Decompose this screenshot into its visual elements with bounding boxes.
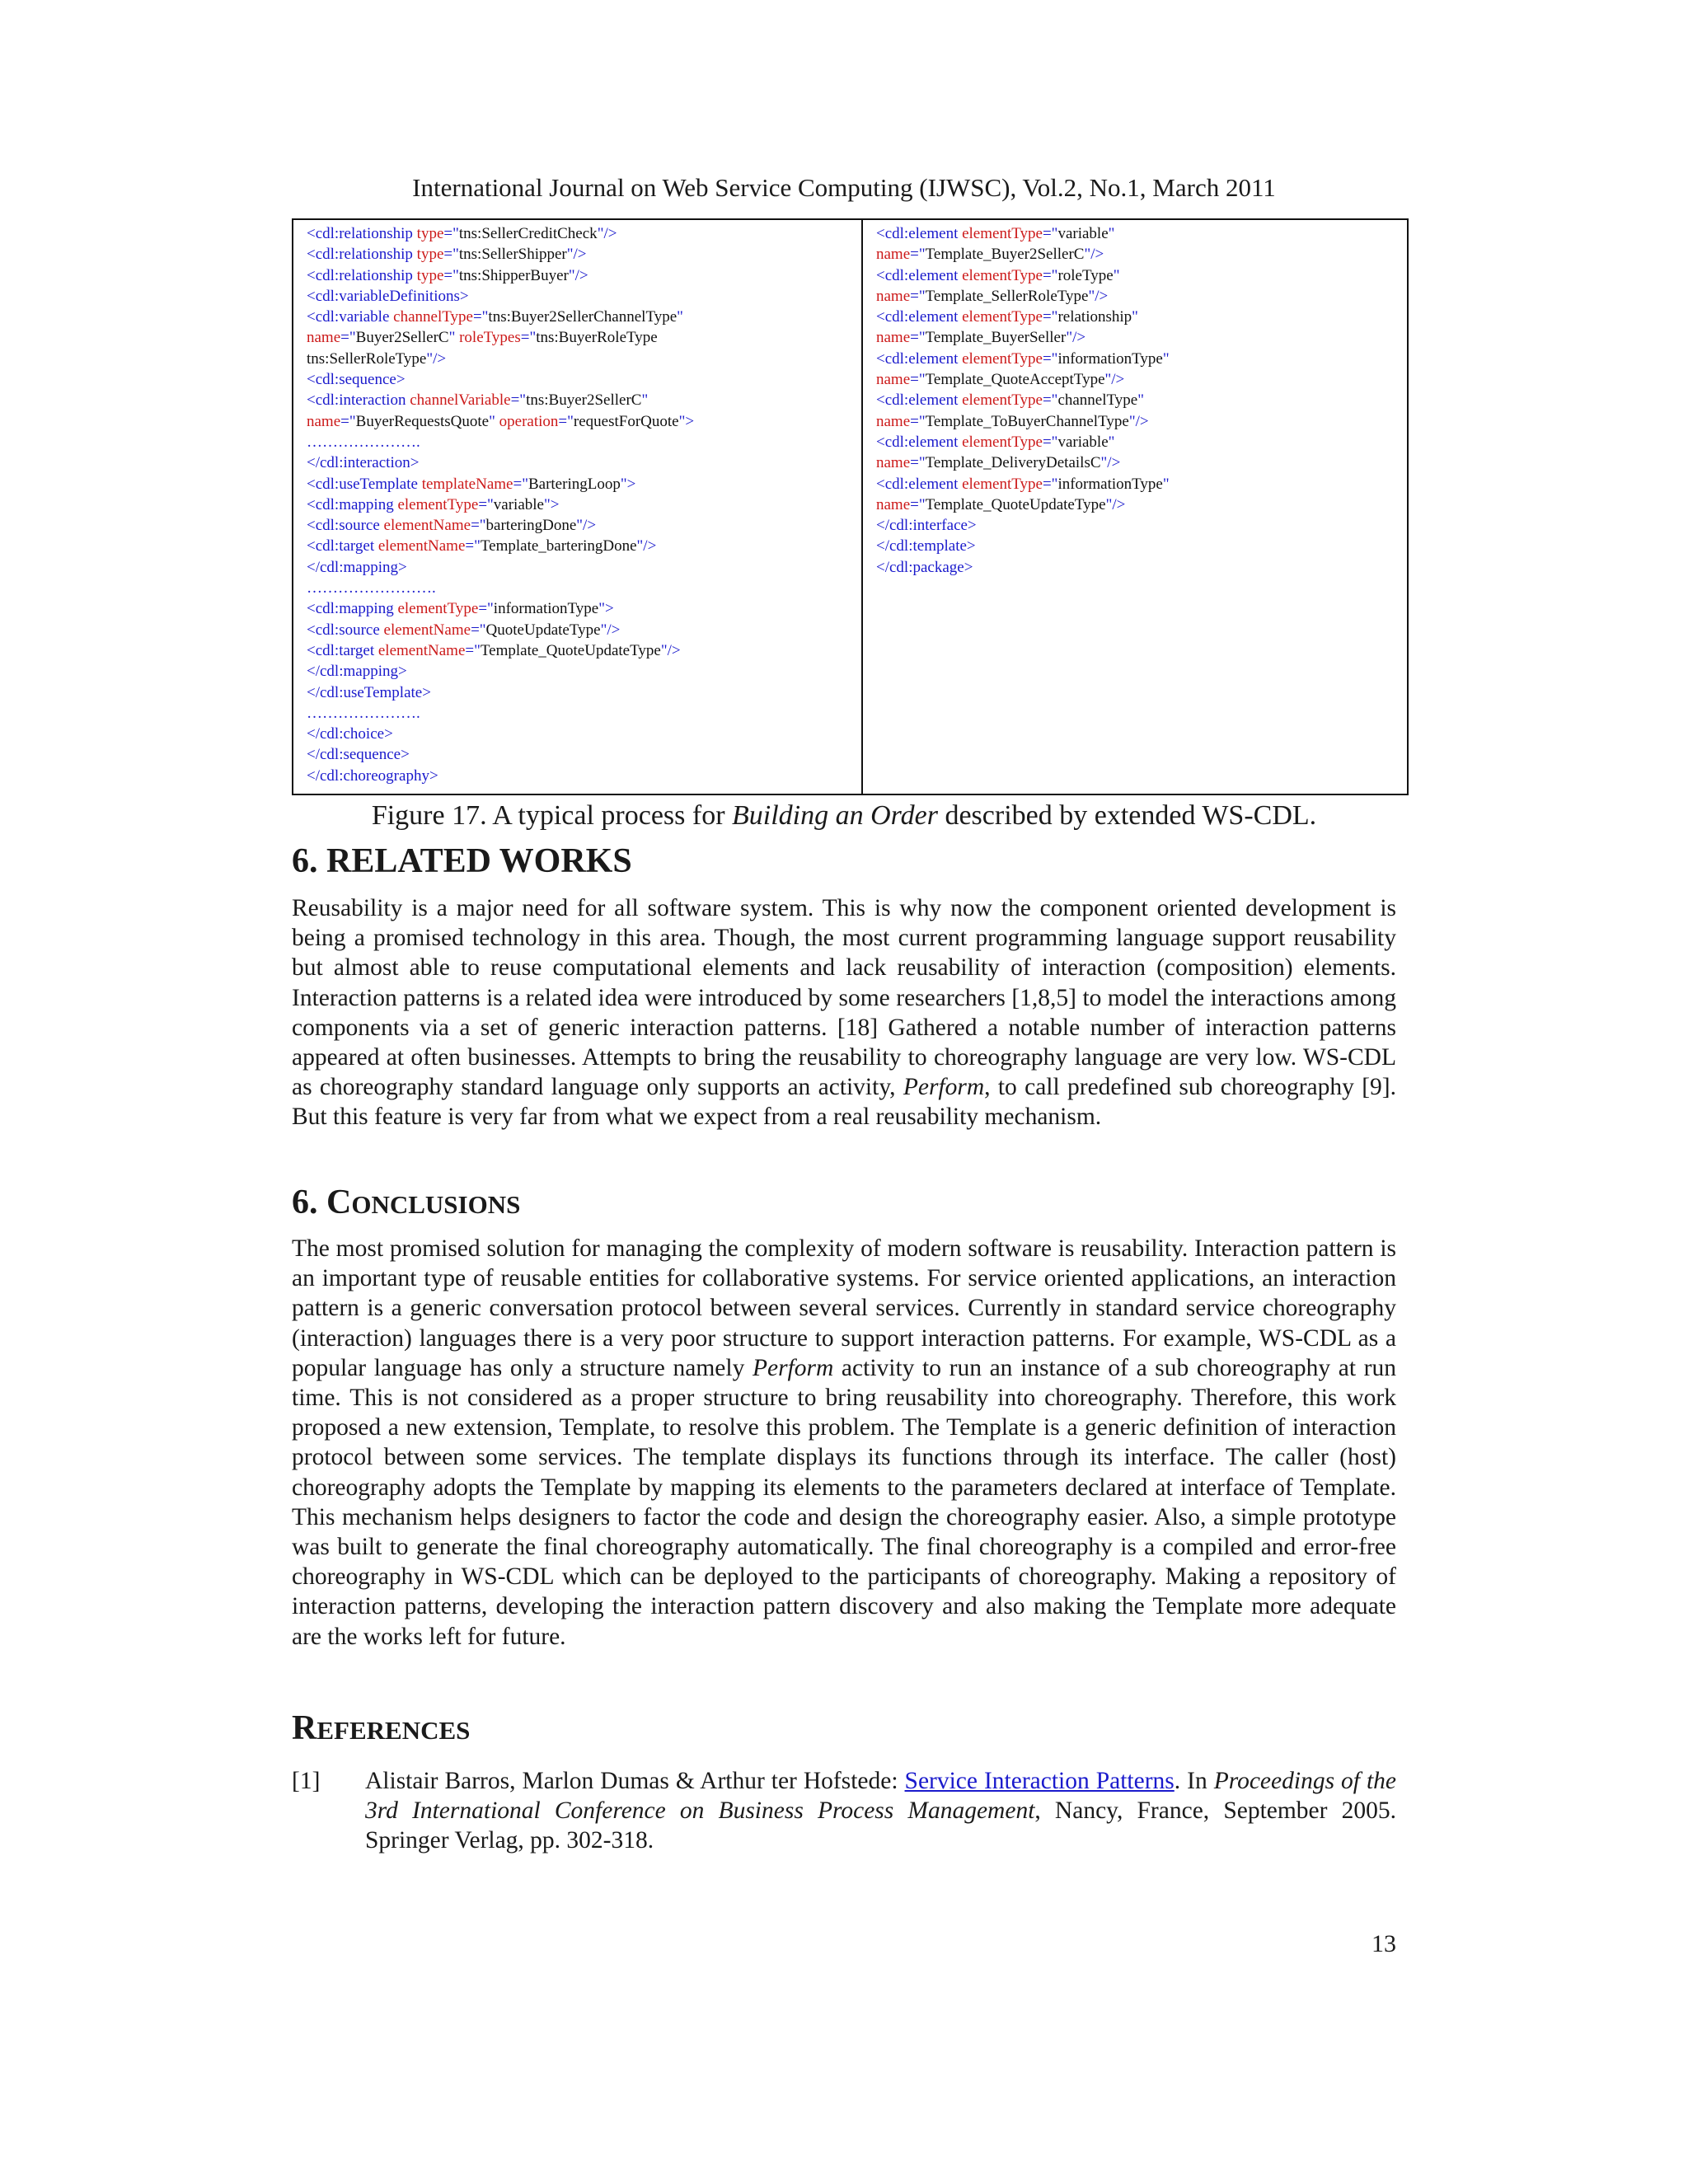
code-tag: " <box>1162 349 1170 368</box>
code-value: informationType <box>493 600 599 618</box>
code-line <box>876 411 1407 432</box>
code-tag: "/> <box>636 537 657 555</box>
code-line <box>307 578 861 598</box>
code-value: tns:Buyer2SellerC <box>526 391 642 410</box>
code-tag: =" <box>1042 308 1058 326</box>
code-tag: =" <box>910 329 926 347</box>
code-tag: " <box>1137 391 1144 410</box>
code-value: BuyerRequestsQuote <box>355 412 490 430</box>
conclusions-text-1: The most promised solution for managing the complexity of modern software is reusability. Interaction pattern is an important type of reusable entities for collaborative systems. For service oriented applications, an interaction pattern is a generic conversation protocol between several services. Currently in standard service choreography (interaction) languages there is a very poor structure to support interaction patterns. For example, WS-CDL as a popular language has only a structure namely <box>292 1235 1396 1381</box>
references-heading-start: R <box>292 1709 317 1747</box>
code-tag: <cdl:sequence> <box>307 371 406 389</box>
code-line <box>307 703 861 724</box>
code-tag: =" <box>910 371 926 389</box>
code-value: Template_DeliveryDetailsC <box>925 454 1101 472</box>
code-attribute: name <box>876 495 911 513</box>
code-value: Template_QuoteUpdateType <box>480 641 661 659</box>
code-tag: "/> <box>426 349 447 368</box>
conclusions-heading <box>292 1182 520 1226</box>
code-line <box>876 286 1407 307</box>
code-tag: =" <box>520 329 537 347</box>
code-attribute: elementType <box>962 433 1043 451</box>
code-tag: </cdl:interaction> <box>307 454 420 472</box>
code-tag: =" <box>910 412 926 430</box>
code-line <box>307 223 861 244</box>
code-line <box>876 432 1407 452</box>
code-line <box>876 369 1407 390</box>
code-tag: <cdl:element <box>876 433 963 451</box>
code-tag: " <box>489 412 499 430</box>
code-attribute: elementName <box>377 641 466 659</box>
code-tag: =" <box>1042 266 1058 284</box>
code-tag: =" <box>910 454 926 472</box>
code-tag: </cdl:choice> <box>307 725 393 743</box>
related-text-2: , to call predefined sub choreography [9]. But this feature is very far from what we expect from a real reusability mechanism. <box>292 1074 1396 1131</box>
code-value: Template_barteringDone <box>480 537 637 555</box>
code-line <box>307 244 861 265</box>
conclusions-heading-rest: ONCLUSIONS <box>351 1190 521 1219</box>
code-attribute: elementName <box>383 517 471 535</box>
code-attribute: name <box>876 329 911 347</box>
code-line <box>876 536 1407 556</box>
code-tag: =" <box>471 517 486 535</box>
code-line <box>307 411 861 432</box>
code-value: tns:BuyerRoleType <box>536 329 658 347</box>
reference-venue: Proceedings of the 3rd International Conference on Business Process Management <box>365 1768 1396 1825</box>
code-line <box>307 724 861 744</box>
code-line <box>307 307 861 327</box>
code-attribute: name <box>876 412 911 430</box>
code-tag: <cdl:element <box>876 475 963 493</box>
code-tag: =" <box>1042 433 1058 451</box>
code-line <box>307 682 861 703</box>
code-value: QuoteUpdateType <box>485 621 601 639</box>
code-line <box>307 286 861 307</box>
code-line <box>307 557 861 578</box>
code-tag: <cdl:mapping <box>307 600 398 618</box>
code-tag: <cdl:variableDefinitions> <box>307 287 469 305</box>
code-tag: <cdl:source <box>307 517 384 535</box>
code-attribute: elementName <box>377 537 466 555</box>
code-value: Template_BuyerSeller <box>925 329 1067 347</box>
code-attribute: name <box>307 412 341 430</box>
code-attribute: type <box>416 225 444 242</box>
code-tag: ……………………. <box>307 579 436 598</box>
figure-caption <box>0 798 1688 834</box>
code-attribute: channelVariable <box>410 391 511 410</box>
code-tag: =" <box>910 246 926 264</box>
code-tag: <cdl:relationship <box>307 225 417 242</box>
code-tag: =" <box>340 329 356 347</box>
code-tag: =" <box>513 475 528 493</box>
code-tag: =" <box>1042 475 1058 493</box>
code-attribute: name <box>307 329 341 347</box>
code-attribute: operation <box>499 412 559 430</box>
code-tag: "> <box>620 475 636 493</box>
code-tag: "/> <box>568 266 588 284</box>
code-tag: <cdl:source <box>307 621 384 639</box>
related-emphasis: Perform <box>903 1074 985 1101</box>
code-attribute: name <box>876 371 911 389</box>
code-tag: =" <box>443 246 459 264</box>
code-attribute: elementType <box>962 475 1043 493</box>
code-tag: <cdl:target <box>307 537 378 555</box>
reference-entry <box>365 1766 1396 1856</box>
code-line <box>876 307 1407 327</box>
code-line <box>307 640 861 661</box>
conclusions-text-2: activity to run an instance of a sub choreography at run time. This is not considered as a proper structure to bring reusability into choreography. Therefore, this work proposed a new extension, Template, to resolve this problem. The Template is a generic definition of interaction protocol between some services. The template displays its functions through its interface. The caller (host) choreography adopts the Template by mapping its elements to the parameters declared at interface of Template. This mechanism helps designers to factor the code and design the choreography easier. Also, a simple prototype was built to generate the final choreography automatically. The final choreography is a compiled and error-free choreography in WS-CDL which can be deployed to the participants of choreography. Making a repository of interaction patterns, developing the interaction pattern discovery and also making the Template more adequate are the works left for future. <box>292 1354 1396 1650</box>
code-tag: =" <box>340 412 356 430</box>
code-value: barteringDone <box>485 517 577 535</box>
code-tag: <cdl:variable <box>307 308 394 326</box>
code-line <box>307 494 861 515</box>
code-attribute: type <box>416 246 444 264</box>
code-tag: =" <box>510 391 527 410</box>
code-column-left <box>293 220 863 794</box>
code-tag: <cdl:element <box>876 308 963 326</box>
code-value: channelType <box>1057 391 1138 410</box>
code-line <box>876 223 1407 244</box>
code-value: variable <box>1057 225 1109 242</box>
code-value: BarteringLoop <box>528 475 621 493</box>
code-tag: "/> <box>1104 371 1125 389</box>
code-attribute: elementType <box>397 495 479 513</box>
page-number: 13 <box>1372 1930 1396 1957</box>
code-value: informationType <box>1057 349 1163 368</box>
code-tag: " <box>641 391 649 410</box>
code-value: tns:Buyer2SellerChannelType <box>488 308 678 326</box>
code-tag: " <box>1108 225 1115 242</box>
code-line <box>307 515 861 536</box>
code-tag: </cdl:interface> <box>876 517 977 535</box>
code-tag: "/> <box>1128 412 1149 430</box>
code-tag: =" <box>443 225 459 242</box>
code-attribute: elementType <box>397 600 479 618</box>
code-attribute: elementType <box>962 391 1043 410</box>
code-line <box>876 349 1407 369</box>
code-tag: </cdl:mapping> <box>307 663 407 681</box>
code-tag: <cdl:element <box>876 391 963 410</box>
code-tag: </cdl:template> <box>876 537 976 555</box>
code-tag: "/> <box>1066 329 1086 347</box>
related-text-1: Reusability is a major need for all software system. This is why now the component oriented development is being a promised technology in this area. Though, the most current programming language support reusability but almost able to reuse computational elements and lack reusability of interaction (composition) elements. Interaction patterns is a related idea were introduced by some researchers [1,8,5] to model the interactions among components via a set of generic interaction patterns. [18] Gathered a notable number of interaction patterns appeared at often businesses. Attempts to bring the reusability to choreography language are very low. WS-CDL as choreography standard language only supports an activity, <box>292 895 1396 1101</box>
related-works-heading: 6. RELATED WORKS <box>292 842 632 880</box>
code-tag: " <box>448 329 460 347</box>
code-tag: " <box>1108 433 1115 451</box>
code-line <box>876 390 1407 410</box>
code-tag: "/> <box>660 641 681 659</box>
reference-tail: , Nancy, France, September 2005. Springer Verlag, pp. 302-318. <box>365 1797 1396 1854</box>
code-value: Template_SellerRoleType <box>925 287 1089 305</box>
code-line <box>307 327 861 348</box>
code-line <box>307 390 861 410</box>
code-tag: <cdl:target <box>307 641 378 659</box>
code-tag: "/> <box>597 225 617 242</box>
code-tag: …………………. <box>307 704 420 722</box>
code-attribute: templateName <box>421 475 513 493</box>
reference-link[interactable]: Service Interaction Patterns <box>904 1768 1175 1794</box>
code-tag: <cdl:relationship <box>307 246 417 264</box>
code-line <box>307 766 861 786</box>
code-line <box>307 598 861 619</box>
code-line <box>307 452 861 473</box>
code-value: variable <box>1057 433 1109 451</box>
code-tag: =" <box>478 600 494 618</box>
code-tag: =" <box>910 287 926 305</box>
code-value: Template_QuoteUpdateType <box>925 495 1106 513</box>
code-tag: =" <box>443 266 459 284</box>
code-line <box>876 474 1407 494</box>
code-tag: <cdl:mapping <box>307 495 398 513</box>
code-tag: </cdl:useTemplate> <box>307 683 431 701</box>
code-line <box>876 327 1407 348</box>
conclusions-heading-start: 6. C <box>292 1183 352 1221</box>
code-tag: =" <box>910 495 926 513</box>
conclusions-emphasis: Perform <box>752 1354 834 1381</box>
code-tag: <cdl:useTemplate <box>307 475 422 493</box>
code-tag: "/> <box>566 246 587 264</box>
code-tag: " <box>677 308 683 326</box>
code-tag: " <box>1132 308 1138 326</box>
references-heading <box>292 1708 470 1751</box>
references-heading-rest: EFERENCES <box>316 1716 471 1745</box>
code-value: relationship <box>1057 308 1132 326</box>
caption-prefix: Figure 17. A typical process for <box>371 800 733 831</box>
code-attribute: name <box>876 454 911 472</box>
code-tag: =" <box>1042 349 1058 368</box>
code-tag: <cdl:element <box>876 266 963 284</box>
reference-number: [1] <box>292 1768 321 1794</box>
code-tag: <cdl:interaction <box>307 391 410 410</box>
code-tag: </cdl:sequence> <box>307 746 410 764</box>
journal-header: International Journal on Web Service Computing (IJWSC), Vol.2, No.1, March 2011 <box>412 173 1276 202</box>
code-tag: <cdl:relationship <box>307 266 417 284</box>
code-attribute: elementType <box>962 266 1043 284</box>
code-attribute: name <box>876 287 911 305</box>
related-works-paragraph <box>292 893 1396 1132</box>
code-attribute: roleTypes <box>459 329 521 347</box>
code-value: Buyer2SellerC <box>355 329 449 347</box>
code-value: tns:SellerRoleType <box>307 349 427 368</box>
code-tag: "> <box>543 495 560 513</box>
code-tag: =" <box>558 412 574 430</box>
code-tag: </cdl:mapping> <box>307 558 407 576</box>
code-tag: =" <box>465 641 481 659</box>
conclusions-paragraph <box>292 1234 1396 1652</box>
code-tag: "> <box>678 412 695 430</box>
code-value: tns:SellerShipper <box>458 246 567 264</box>
caption-suffix: described by extended WS-CDL. <box>937 800 1317 831</box>
code-line <box>876 244 1407 265</box>
code-value: Template_Buyer2SellerC <box>925 246 1085 264</box>
code-value: requestForQuote <box>573 412 679 430</box>
caption-emphasis: Building an Order <box>732 800 938 831</box>
code-tag: "/> <box>1100 454 1121 472</box>
code-line <box>876 452 1407 473</box>
code-attribute: elementType <box>962 308 1043 326</box>
code-line <box>307 349 861 369</box>
code-line <box>876 265 1407 286</box>
code-tag: " <box>1162 475 1170 493</box>
code-value: informationType <box>1057 475 1163 493</box>
code-value: Template_ToBuyerChannelType <box>925 412 1129 430</box>
code-tag: "/> <box>576 517 597 535</box>
code-tag: …………………. <box>307 433 420 451</box>
code-tag: </cdl:choreography> <box>307 766 438 785</box>
code-tag: =" <box>472 308 489 326</box>
code-attribute: name <box>876 246 911 264</box>
code-tag: =" <box>1042 225 1058 242</box>
code-attribute: elementName <box>383 621 471 639</box>
code-attribute: elementType <box>962 225 1043 242</box>
code-tag: <cdl:element <box>876 225 963 242</box>
code-line <box>307 369 861 390</box>
code-value: tns:ShipperBuyer <box>458 266 569 284</box>
code-line <box>876 515 1407 536</box>
code-line <box>307 620 861 640</box>
code-tag: =" <box>465 537 481 555</box>
code-line <box>307 661 861 682</box>
code-value: Template_QuoteAcceptType <box>925 371 1105 389</box>
reference-authors: Alistair Barros, Marlon Dumas & Arthur ter Hofstede: <box>365 1768 905 1794</box>
code-attribute: elementType <box>962 349 1043 368</box>
code-tag: =" <box>1042 391 1058 410</box>
code-attribute: channelType <box>393 308 473 326</box>
code-tag: "/> <box>1088 287 1109 305</box>
code-value: tns:SellerCreditCheck <box>458 225 598 242</box>
code-line <box>876 557 1407 578</box>
code-figure <box>292 218 1409 795</box>
code-attribute: type <box>416 266 444 284</box>
code-line <box>876 494 1407 515</box>
code-line <box>307 432 861 452</box>
code-line <box>307 265 861 286</box>
code-line <box>307 536 861 556</box>
code-tag: "> <box>598 600 614 618</box>
code-value: roleType <box>1057 266 1114 284</box>
code-column-right <box>863 220 1407 794</box>
reference-mid: . In <box>1174 1768 1214 1794</box>
code-tag: " <box>1113 266 1120 284</box>
code-value: variable <box>493 495 544 513</box>
code-tag: =" <box>478 495 494 513</box>
code-line <box>307 744 861 765</box>
code-line <box>307 474 861 494</box>
code-tag: "/> <box>1105 495 1126 513</box>
code-tag: "/> <box>1084 246 1104 264</box>
code-tag: </cdl:package> <box>876 558 973 576</box>
code-tag: "/> <box>600 621 621 639</box>
code-tag: =" <box>471 621 486 639</box>
code-tag: <cdl:element <box>876 349 963 368</box>
